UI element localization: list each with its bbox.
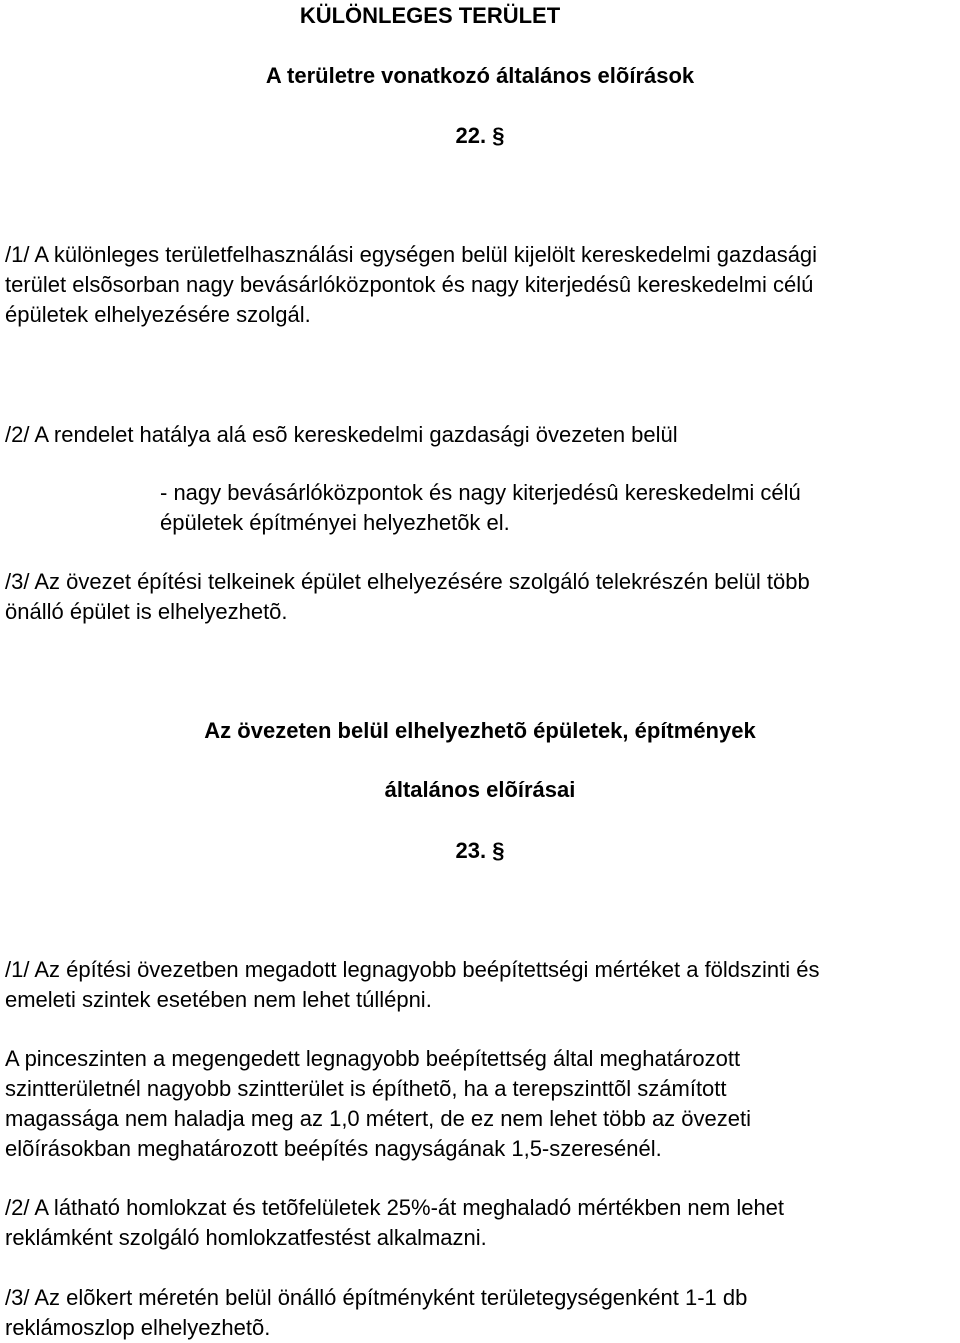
paragraph-number: 22. § bbox=[455, 123, 505, 148]
paragraph-line: /3/ Az elõkert méretén belül önálló építményként területegységenként 1-1 db bbox=[5, 1285, 748, 1310]
section-heading: A területre vonatkozó általános elõírások bbox=[265, 63, 695, 88]
paragraph-line: szintterületnél nagyobb szintterület is építhetõ, ha a terepszinttõl számított bbox=[5, 1076, 727, 1101]
paragraph-line: épületek elhelyezésére szolgál. bbox=[5, 302, 311, 327]
paragraph-line: reklámoszlop elhelyezhetõ. bbox=[5, 1315, 271, 1340]
section-heading-continued: általános elõírásai bbox=[384, 777, 576, 802]
paragraph-line: elõírásokban meghatározott beépítés nagyságának 1,5-szeresénél. bbox=[5, 1136, 662, 1161]
paragraph-line: magassága nem haladja meg az 1,0 métert, de ez nem lehet több az övezeti bbox=[5, 1106, 751, 1131]
paragraph-line: /1/ A különleges területfelhasználási egységen belül kijelölt kereskedelmi gazdasági bbox=[5, 242, 818, 267]
section-heading: Az övezeten belül elhelyezhetõ épületek, építmények bbox=[204, 718, 756, 743]
paragraph-line: A pinceszinten a megengedett legnagyobb beépítettség által meghatározott bbox=[5, 1046, 741, 1071]
paragraph-line: önálló épület is elhelyezhetõ. bbox=[5, 599, 288, 624]
paragraph-line: /3/ Az övezet építési telkeinek épület elhelyezésére szolgáló telekrészén belül több bbox=[5, 569, 810, 594]
main-heading: KÜLÖNLEGES TERÜLET bbox=[299, 3, 561, 28]
paragraph-line: reklámként szolgáló homlokzatfestést alkalmazni. bbox=[5, 1225, 487, 1250]
paragraph-number: 23. § bbox=[455, 838, 505, 863]
paragraph-line: terület elsõsorban nagy bevásárlóközpontok és nagy kiterjedésû kereskedelmi célú bbox=[5, 272, 814, 297]
paragraph-line: /2/ A rendelet hatálya alá esõ kereskedelmi gazdasági övezeten belül bbox=[5, 422, 678, 447]
paragraph-line: emeleti szintek esetében nem lehet túllépni. bbox=[5, 987, 432, 1012]
list-item-line: épületek építményei helyezhetõk el. bbox=[160, 510, 510, 535]
paragraph-line: /2/ A látható homlokzat és tetõfelületek 25%-át meghaladó mértékben nem lehet bbox=[5, 1195, 785, 1220]
paragraph-line: /1/ Az építési övezetben megadott legnagyobb beépítettségi mértéket a földszinti és bbox=[5, 957, 820, 982]
list-item-line: - nagy bevásárlóközpontok és nagy kiterjedésû kereskedelmi célú bbox=[160, 480, 801, 505]
